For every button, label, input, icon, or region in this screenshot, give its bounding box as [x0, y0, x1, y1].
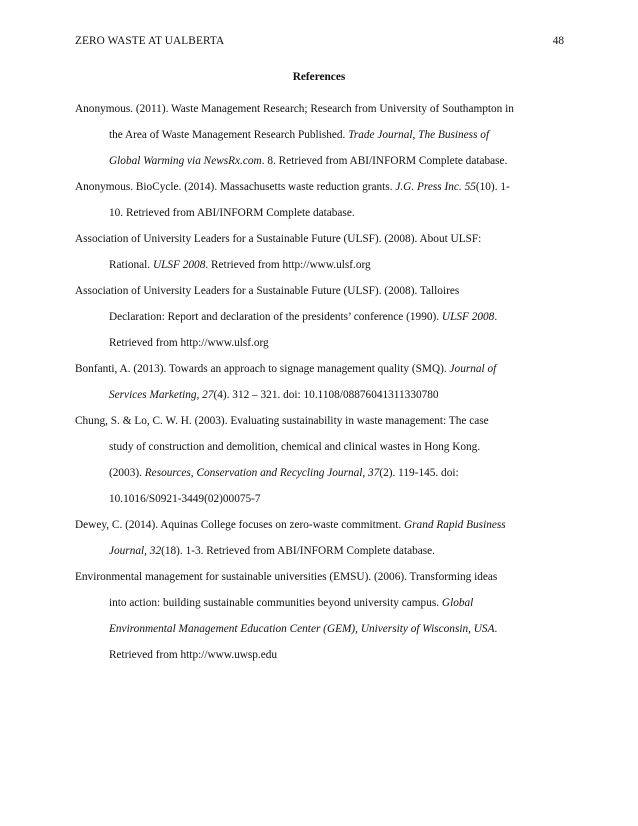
reference-entry: [75, 564, 565, 668]
reference-text: Bonfanti, A. (2013). Towards an approach to signage management quality (SMQ).: [75, 363, 450, 375]
reference-italic-text: Journal of Services Marketing, 27: [109, 363, 497, 401]
reference-entry: [75, 226, 565, 278]
reference-text: Anonymous. (2011). Waste Management Research; Research from University of Southampton in the Area of Waste Management Research Published.: [75, 103, 514, 141]
reference-entry: [75, 96, 565, 174]
reference-text: . 8. Retrieved from ABI/INFORM Complete database.: [261, 155, 508, 167]
reference-text: (2). 119-145. doi: 10.1016/S0921-3449(02)00075-7: [109, 467, 459, 505]
reference-italic-text: Resources, Conservation and Recycling Journal, 37: [144, 467, 380, 479]
reference-text: Chung, S. & Lo, C. W. H. (2003). Evaluating sustainability in waste management: The case study of construction and demolition, chemical and clinical wastes in Hong Kong. (2003).: [75, 415, 489, 479]
reference-text: Environmental management for sustainable universities (EMSU). (2006). Transforming ideas into action: building sustainable communities beyond university campus.: [75, 571, 498, 609]
references-heading: References: [292, 71, 346, 83]
reference-text: Anonymous. BioCycle. (2014). Massachusetts waste reduction grants.: [75, 181, 396, 193]
reference-text: . Retrieved from http://www.ulsf.org: [205, 259, 371, 271]
reference-text: (10). 1- 10. Retrieved from ABI/INFORM Complete database.: [109, 181, 510, 219]
reference-entry: [75, 512, 565, 564]
running-head: ZERO WASTE AT UALBERTA: [75, 35, 225, 47]
reference-italic-text: Global Environmental Management Education Center (GEM), University of Wisconsin, USA: [109, 597, 495, 635]
reference-text: Dewey, C. (2014). Aquinas College focuses on zero-waste commitment.: [75, 519, 404, 531]
reference-text: Association of University Leaders for a Sustainable Future (ULSF). (2008). About ULSF: Rational.: [75, 233, 482, 271]
reference-entry: [75, 278, 565, 356]
reference-entry: [75, 408, 565, 512]
reference-text: (4). 312 – 321. doi: 10.1108/08876041311330780: [213, 389, 439, 401]
references-list: [75, 96, 565, 668]
reference-italic-text: ULSF 2008: [441, 311, 495, 323]
reference-text: Association of University Leaders for a Sustainable Future (ULSF). (2008). Talloires Declaration: Report and declaration of the presidents’ conference (1990).: [75, 285, 460, 323]
reference-text: . Retrieved from http://www.uwsp.edu: [109, 623, 498, 661]
reference-entry: [75, 356, 565, 408]
reference-italic-text: ULSF 2008: [152, 259, 206, 271]
reference-italic-text: Trade Journal, The Business of Global Warming via NewsRx.com: [109, 129, 490, 167]
reference-italic-text: Grand Rapid Business Journal, 32: [109, 519, 506, 557]
reference-text: . Retrieved from http://www.ulsf.org: [109, 311, 498, 349]
reference-entry: [75, 174, 565, 226]
reference-italic-text: J.G. Press Inc. 55: [395, 181, 476, 193]
page-number: 48: [552, 35, 564, 47]
reference-text: (18). 1-3. Retrieved from ABI/INFORM Complete database.: [161, 545, 435, 557]
